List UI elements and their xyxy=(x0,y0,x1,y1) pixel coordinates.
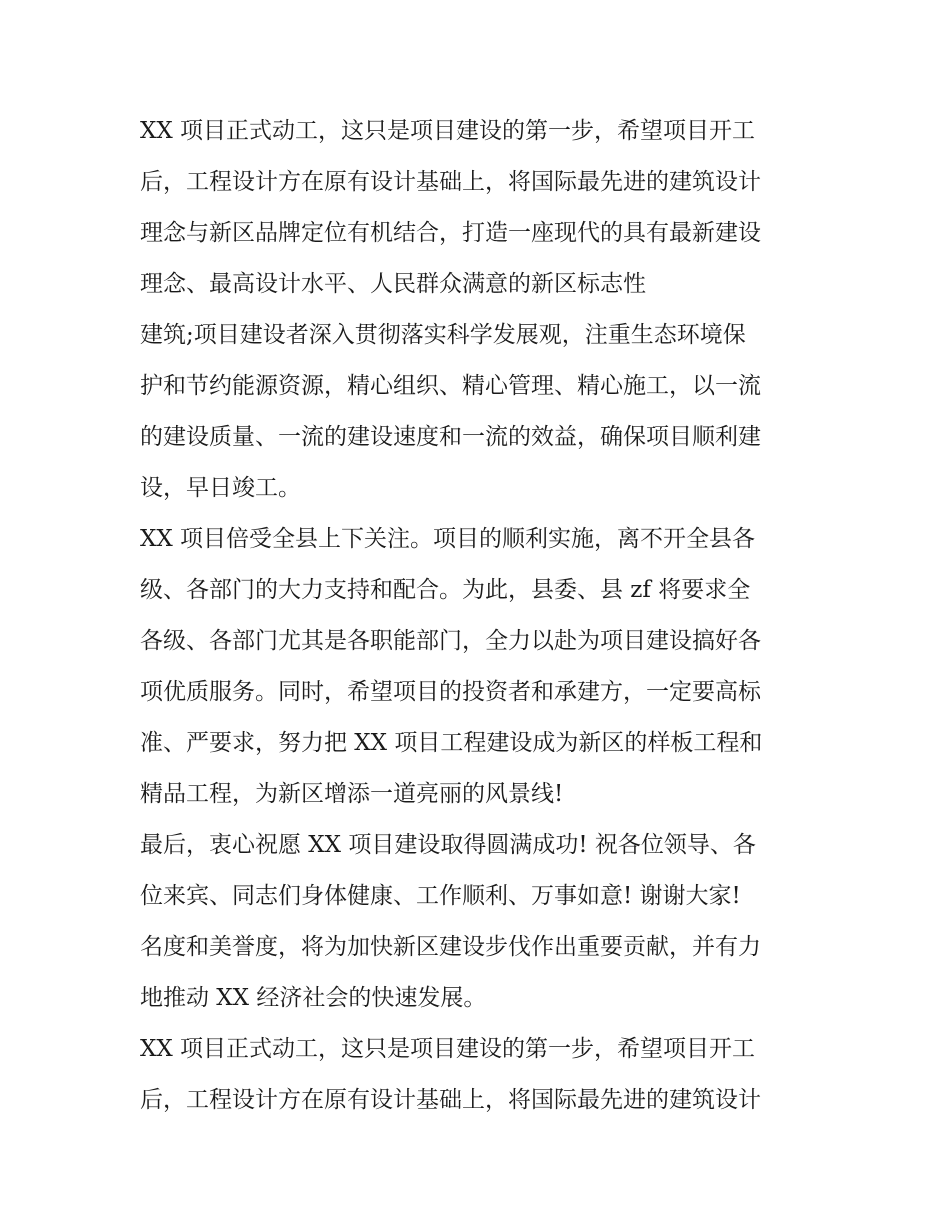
text-line: 的建设质量、一流的建设速度和一流的效益，确保项目顺利建 xyxy=(140,424,761,450)
text-line: 准、严要求，努力把 XX 项目工程建设成为新区的样板工程和 xyxy=(140,730,763,756)
text-line: 地推动 XX 经济社会的快速发展。 xyxy=(140,985,487,1011)
text-line: 建筑;项目建设者深入贯彻落实科学发展观，注重生态环境保 xyxy=(140,322,746,348)
text-line: 名度和美誉度，将为加快新区建设步伐作出重要贡献，并有力 xyxy=(140,934,761,960)
document-body xyxy=(140,106,830,1126)
text-line: 项优质服务。同时，希望项目的投资者和承建方，一定要高标 xyxy=(140,679,761,705)
text-line: 理念、最高设计水平、人民群众满意的新区标志性 xyxy=(140,271,646,297)
text-line: XX 项目正式动工，这只是项目建设的第一步，希望项目开工 xyxy=(140,118,756,144)
text-line: 各级、各部门尤其是各职能部门，全力以赴为项目建设搞好各 xyxy=(140,628,761,654)
text-line: 最后，衷心祝愿 XX 项目建设取得圆满成功! 祝各位领导、各 xyxy=(140,832,756,858)
text-line: 后，工程设计方在原有设计基础上，将国际最先进的建筑设计 xyxy=(140,169,761,195)
text-line: 理念与新区品牌定位有机结合，打造一座现代的具有最新建设 xyxy=(140,220,761,246)
text-line: 设，早日竣工。 xyxy=(140,475,301,501)
text-line: 级、各部门的大力支持和配合。为此，县委、县 zf 将要求全 xyxy=(140,577,751,603)
text-line: XX 项目正式动工，这只是项目建设的第一步，希望项目开工 xyxy=(140,1036,756,1062)
text-line: 后，工程设计方在原有设计基础上，将国际最先进的建筑设计 xyxy=(140,1087,761,1113)
text-line: 护和节约能源资源，精心组织、精心管理、精心施工，以一流 xyxy=(140,373,761,399)
text-line: 精品工程，为新区增添一道亮丽的风景线! xyxy=(140,781,564,807)
text-line: XX 项目倍受全县上下关注。项目的顺利实施，离不开全县各 xyxy=(140,526,756,552)
text-line: 位来宾、同志们身体健康、工作顺利、万事如意! 谢谢大家! xyxy=(140,883,741,909)
